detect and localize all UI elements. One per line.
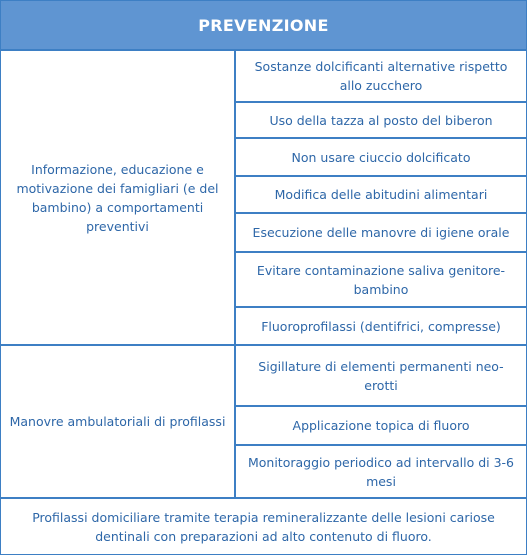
list-item: Sigillature di elementi permanenti neo-erotti (258, 358, 504, 393)
list-item: Evitare contaminazione saliva genitore-bambino (256, 262, 506, 297)
list-item: Non usare ciuccio dolcificato (291, 149, 471, 165)
group-label-ambulatory: Manovre ambulatoriali di profilassi (9, 414, 226, 429)
list-item: Fluoroprofilassi (dentifrici, compresse) (261, 318, 501, 334)
table-title: PREVENZIONE (1, 1, 526, 51)
list-item: Uso della tazza al posto del biberon (269, 112, 493, 128)
list-item: Sostanze dolcificanti alternative rispetto allo zucchero (254, 59, 508, 93)
list-item: Esecuzione delle manovre di igiene orale (252, 225, 510, 240)
list-item: Modifica delle abitudini alimentari (274, 187, 488, 202)
list-item: Applicazione topica di fluoro (292, 418, 470, 433)
footer-note: Profilassi domiciliare tramite terapia remineralizzante delle lesioni cariose dentinali con preparazioni ad alto contenuto di fluoro. (32, 509, 495, 544)
group-label-information: Informazione, educazione e motivazione dei famigliari (e del bambino) a comportamenti preventivi (16, 161, 219, 234)
list-item: Monitoraggio periodico ad intervallo di 3-6 mesi (247, 454, 515, 489)
